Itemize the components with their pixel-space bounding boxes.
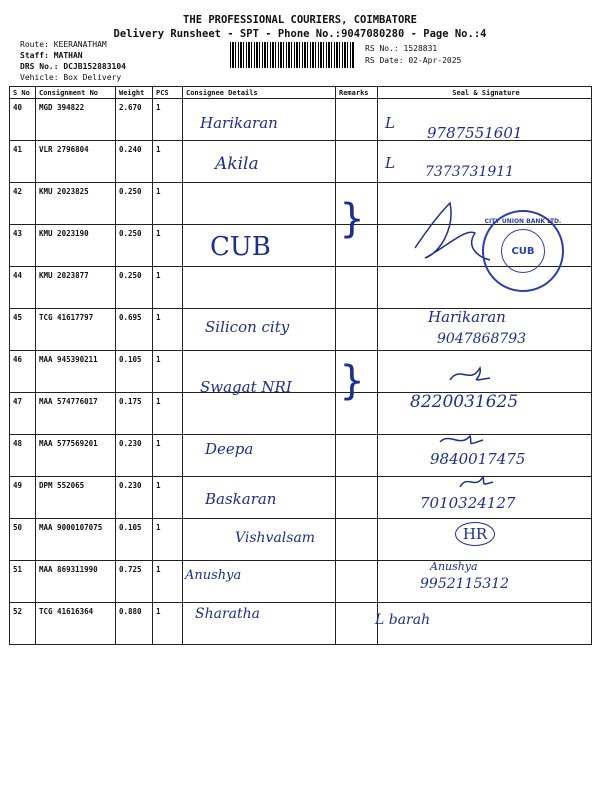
handwritten-sig-50: HR [455,522,495,546]
signature-scribble-43 [405,198,495,268]
cell-consignment-no: TCG 41617797 [36,309,116,351]
barcode [230,42,355,68]
cell-consignment-no: MGD 394822 [36,99,116,141]
cell-weight: 0.725 [116,561,153,603]
handwritten-name-45: Silicon city [205,318,290,336]
cell-remarks [336,561,378,603]
col-header-signature: Seal & Signature [378,87,592,99]
cell-sno: 41 [10,141,36,183]
handwritten-phone-51: 9952115312 [420,576,510,592]
handwritten-cub: CUB [210,232,271,262]
handwritten-name-41: Akila [215,154,259,174]
handwritten-phone-49: 7010324127 [420,494,516,512]
cell-pcs: 1 [153,267,183,309]
cell-weight: 0.105 [116,519,153,561]
cell-pcs: 1 [153,141,183,183]
cell-remarks [336,435,378,477]
cell-sno: 45 [10,309,36,351]
cell-pcs: 1 [153,561,183,603]
cell-weight: 0.695 [116,309,153,351]
handwritten-phone-45: 9047868793 [437,331,527,347]
cell-consignment-no: MAA 869311990 [36,561,116,603]
handwritten-name-51: Anushya [185,568,242,583]
handwritten-check-40: L [385,114,395,132]
cell-consignment-no: DPM 552065 [36,477,116,519]
cell-remarks [336,519,378,561]
cell-remarks [336,477,378,519]
cell-sno: 42 [10,183,36,225]
cell-weight: 0.230 [116,435,153,477]
cell-pcs: 1 [153,309,183,351]
handwritten-sig-52: L barah [375,612,431,628]
cell-consignment-no: VLR 2796804 [36,141,116,183]
cell-consignment-no: MAA 574776017 [36,393,116,435]
rs-date: RS Date: 02-Apr-2025 [365,56,462,65]
table-header-row [10,87,592,99]
cell-weight: 0.880 [116,603,153,645]
cell-sno: 48 [10,435,36,477]
stamp-center-text: CUB [501,229,545,273]
cell-pcs: 1 [153,603,183,645]
cell-pcs: 1 [153,435,183,477]
col-header-pcs: PCS [153,87,183,99]
cell-sno: 40 [10,99,36,141]
cell-consignment-no: MAA 9000107075 [36,519,116,561]
cell-consignment-no: KMU 2023877 [36,267,116,309]
cell-consignment-no: MAA 577569201 [36,435,116,477]
cell-pcs: 1 [153,225,183,267]
cell-weight: 0.105 [116,351,153,393]
cell-pcs: 1 [153,183,183,225]
brace-mark-46-47: } [340,358,365,404]
cell-sno: 47 [10,393,36,435]
signature-scribble-48 [435,430,485,450]
handwritten-name-52: Sharatha [195,606,260,622]
col-header-sno: S No [10,87,36,99]
col-header-consignee: Consignee Details [183,87,336,99]
rs-number: RS No.: 1528831 [365,44,438,53]
cell-sno: 49 [10,477,36,519]
handwritten-phone-47: 8220031625 [410,392,519,412]
cell-pcs: 1 [153,393,183,435]
cell-weight: 0.250 [116,183,153,225]
vehicle-label: Vehicle: Box Delivery [20,73,122,82]
handwritten-signame-51: Anushya [430,560,478,573]
cell-sno: 43 [10,225,36,267]
stamp-ring-text: CITY UNION BANK LTD. [484,218,562,225]
handwritten-phone-41: 7373731911 [425,164,515,180]
cell-pcs: 1 [153,351,183,393]
col-header-remarks: Remarks [336,87,378,99]
company-title: THE PROFESSIONAL COURIERS, COIMBATORE [183,14,417,26]
cell-consignment-no: KMU 2023825 [36,183,116,225]
cell-consignment-no: MAA 945390211 [36,351,116,393]
col-header-weight: Weight [116,87,153,99]
cell-remarks [336,603,378,645]
handwritten-name-40: Harikaran [200,114,278,132]
cell-consignment-no: KMU 2023190 [36,225,116,267]
cell-remarks [336,267,378,309]
cell-weight: 0.250 [116,267,153,309]
handwritten-name-49: Baskaran [205,490,277,508]
bank-seal-stamp [482,210,564,292]
cell-sno: 46 [10,351,36,393]
route-label: Route: KEERANATHAM [20,40,107,49]
handwritten-phone-48: 9840017475 [430,450,526,468]
cell-seal-signature [378,267,592,309]
cell-weight: 0.175 [116,393,153,435]
cell-sno: 44 [10,267,36,309]
cell-weight: 0.250 [116,225,153,267]
staff-label: Staff: MATHAN [20,51,83,60]
table-row [10,603,592,645]
cell-remarks [336,309,378,351]
cell-weight: 0.240 [116,141,153,183]
col-header-consignment: Consignment No [36,87,116,99]
drs-number: DRS No.: DCJB152883104 [20,62,126,71]
cell-consignee-details [183,183,336,225]
handwritten-check-41: L [385,154,395,172]
cell-consignee-details [183,393,336,435]
cell-sno: 51 [10,561,36,603]
runsheet-subtitle: Delivery Runsheet - SPT - Phone No.:9047080280 - Page No.:4 [113,28,487,40]
cell-sno: 52 [10,603,36,645]
signature-scribble-46 [445,360,495,390]
cell-pcs: 1 [153,519,183,561]
handwritten-phone-40: 9787551601 [427,124,523,142]
handwritten-name-50: Vishvalsam [235,530,316,546]
cell-remarks [336,141,378,183]
cell-consignment-no: TCG 41616364 [36,603,116,645]
cell-consignee-details [183,141,336,183]
signature-scribble-49 [455,472,495,492]
cell-sno: 50 [10,519,36,561]
brace-mark-42-44: } [340,196,365,242]
handwritten-name-46: Swagat NRI [200,378,292,396]
cell-weight: 0.230 [116,477,153,519]
cell-pcs: 1 [153,99,183,141]
cell-consignee-details [183,267,336,309]
handwritten-name-48: Deepa [205,440,254,458]
cell-weight: 2.670 [116,99,153,141]
handwritten-signame-45: Harikaran [428,308,506,326]
cell-remarks [336,99,378,141]
cell-pcs: 1 [153,477,183,519]
